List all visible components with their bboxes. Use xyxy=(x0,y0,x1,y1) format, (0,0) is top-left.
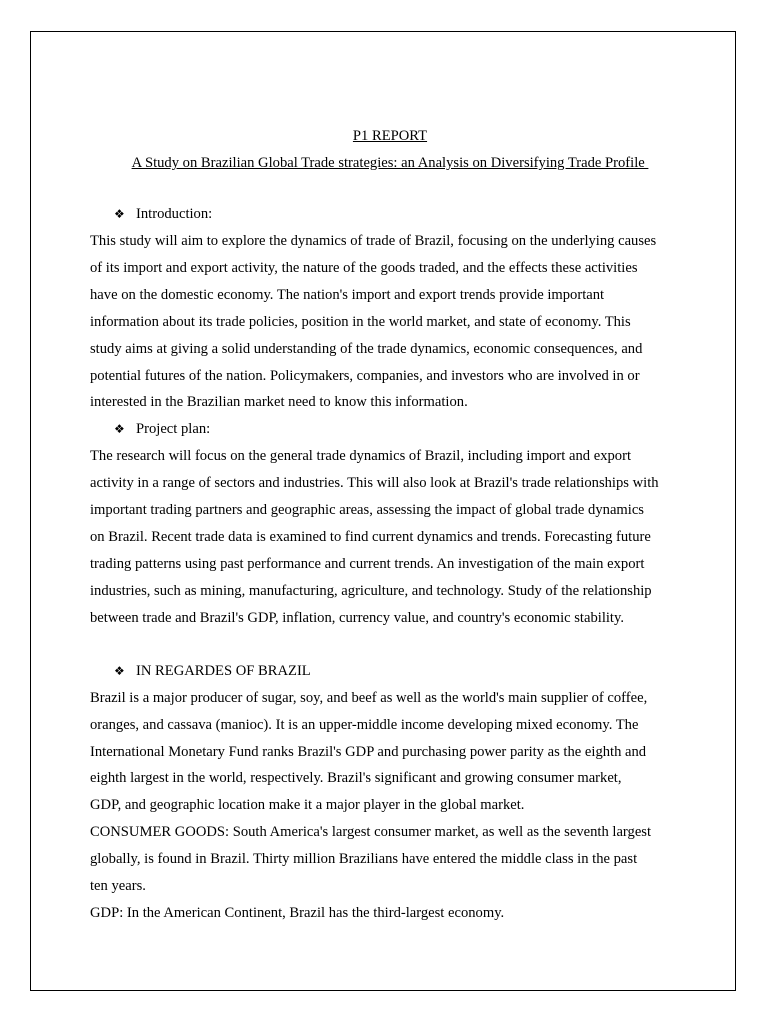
paragraph-line: study aims at giving a solid understanding of the trade dynamics, economic consequences, and xyxy=(90,340,643,357)
report-subtitle: A Study on Brazilian Global Trade strategies: an Analysis on Diversifying Trade Profile xyxy=(131,155,649,171)
paragraph-line: Brazil is a major producer of sugar, soy, and beef as well as the world's main supplier of coffee, xyxy=(90,689,648,706)
paragraph-line: information about its trade policies, position in the world market, and state of economy. This xyxy=(90,313,631,330)
paragraph-line: This study will aim to explore the dynamics of trade of Brazil, focusing on the underlying causes xyxy=(90,233,657,249)
paragraph-line: of its import and export activity, the nature of the goods traded, and the effects these activities xyxy=(90,259,638,276)
paragraph-line: on Brazil. Recent trade data is examined to find current dynamics and trends. Forecasting future xyxy=(90,529,651,546)
spacer xyxy=(90,175,690,201)
introduction-heading-label: Introduction: xyxy=(136,206,213,222)
paragraph-line: GDP: In the American Continent, Brazil has the third-largest economy. xyxy=(90,904,505,921)
project-plan-heading xyxy=(90,416,690,443)
paragraph-line: potential futures of the nation. Policymakers, companies, and investors who are involved in or xyxy=(90,367,640,384)
paragraph-line: The research will focus on the general trade dynamics of Brazil, including import and export xyxy=(90,448,632,465)
diamond-bullet-icon: ❖ xyxy=(114,663,125,678)
paragraph-line: eighth largest in the world, respectively. Brazil's significant and growing consumer market, xyxy=(90,770,622,787)
diamond-bullet-icon: ❖ xyxy=(114,422,125,437)
document-body xyxy=(90,124,690,927)
brazil-paragraph xyxy=(90,685,690,927)
paragraph-line: CONSUMER GOODS: South America's largest consumer market, as well as the seventh largest xyxy=(90,824,652,841)
project-plan-heading-label: Project plan: xyxy=(136,421,211,438)
paragraph-line: industries, such as mining, manufacturing, agriculture, and technology. Study of the relationship xyxy=(90,582,652,599)
paragraph-line: activity in a range of sectors and industries. This will also look at Brazil's trade relationships with xyxy=(90,475,659,492)
paragraph-line: ten years. xyxy=(90,878,146,895)
brazil-heading xyxy=(90,658,690,685)
brazil-heading-label: IN REGARDES OF BRAZIL xyxy=(136,662,311,679)
paragraph-line: interested in the Brazilian market need to know this information. xyxy=(90,394,468,411)
introduction-paragraph xyxy=(90,228,690,416)
paragraph-line: GDP, and geographic location make it a major player in the global market. xyxy=(90,797,525,814)
paragraph-line: trading patterns using past performance and current trends. An investigation of the main export xyxy=(90,555,645,572)
paragraph-line: International Monetary Fund ranks Brazil's GDP and purchasing power parity as the eighth and xyxy=(90,743,647,760)
report-title: P1 REPORT xyxy=(352,128,428,144)
paragraph-line: between trade and Brazil's GDP, inflation, currency value, and country's economic stability. xyxy=(90,609,624,626)
introduction-heading xyxy=(90,201,690,228)
paragraph-line: globally, is found in Brazil. Thirty million Brazilians have entered the middle class in the past xyxy=(90,851,638,868)
project-plan-paragraph xyxy=(90,443,690,631)
paragraph-line: oranges, and cassava (manioc). It is an upper-middle income developing mixed economy. The xyxy=(90,716,639,733)
paragraph-line: important trading partners and geographic areas, assessing the impact of global trade dynamics xyxy=(90,502,644,519)
spacer xyxy=(90,632,690,658)
diamond-bullet-icon: ❖ xyxy=(114,207,125,221)
paragraph-line: have on the domestic economy. The nation's import and export trends provide important xyxy=(90,286,605,303)
